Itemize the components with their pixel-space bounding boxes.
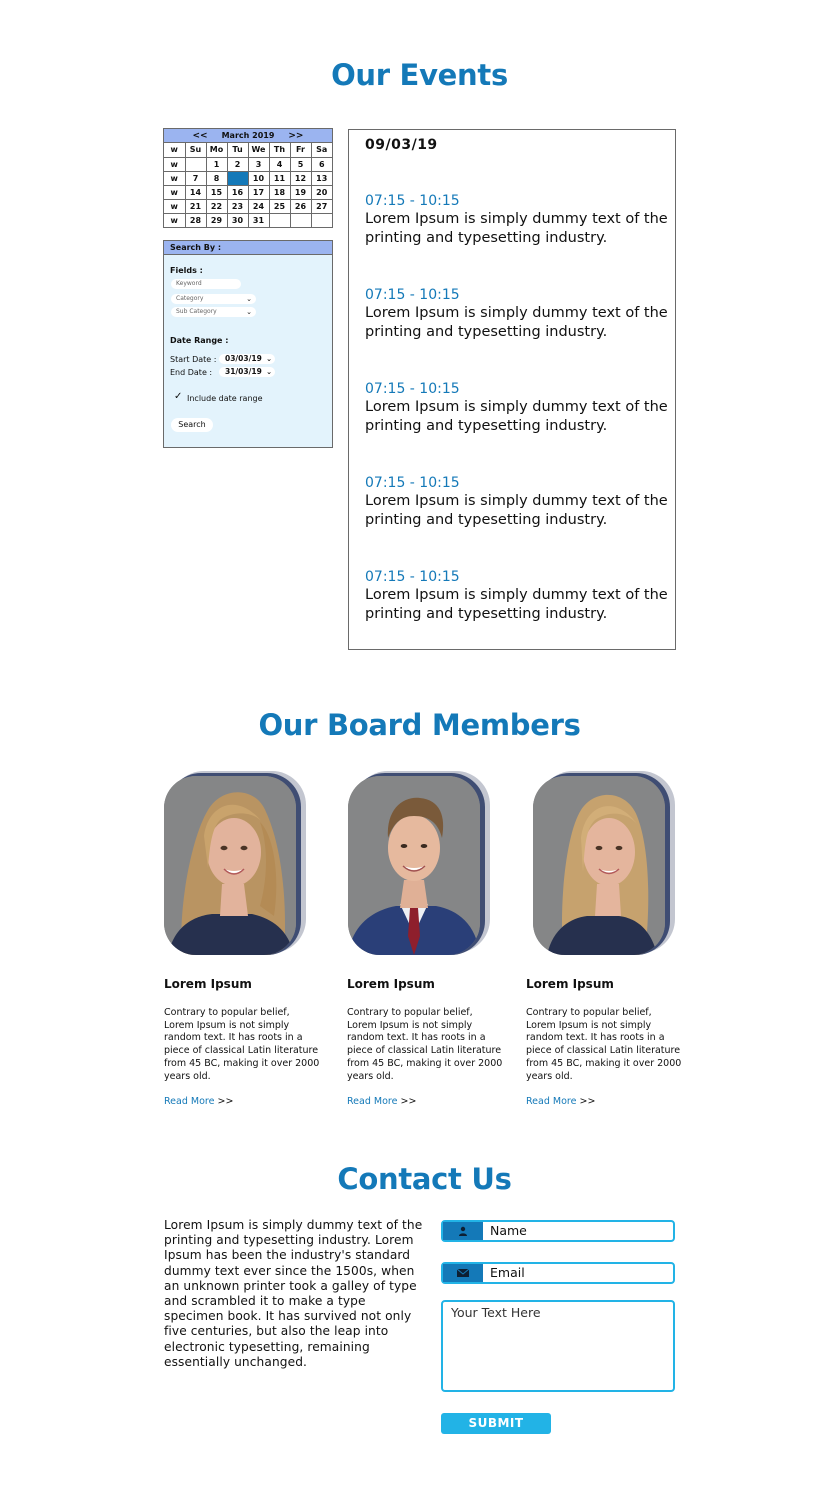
event-time: 07:15 - 10:15 <box>365 569 460 585</box>
event-time: 07:15 - 10:15 <box>365 193 460 209</box>
calendar-day <box>311 213 332 227</box>
start-date-label: Start Date : <box>170 355 217 364</box>
member-bio: Contrary to popular belief, Lorem Ipsum is not simply random text. It has roots in a piece of classical Latin literature from 45 BC, making it over 2000 years old. <box>526 1007 682 1082</box>
calendar-day[interactable]: 4 <box>269 157 290 171</box>
calendar-day[interactable]: 19 <box>290 185 311 199</box>
search-panel-header: Search By : <box>164 241 332 255</box>
calendar-day[interactable]: 30 <box>227 213 248 227</box>
calendar-month-label: March 2019 <box>221 131 275 140</box>
calendar-day[interactable]: 26 <box>290 199 311 213</box>
calendar-day[interactable]: 2 <box>227 157 248 171</box>
events-list <box>348 129 676 650</box>
end-date-select[interactable] <box>219 367 275 377</box>
member-photo <box>164 771 306 957</box>
calendar-day[interactable]: 17 <box>248 185 269 199</box>
envelope-icon <box>443 1264 483 1282</box>
read-more-label[interactable]: Read More <box>347 1096 398 1107</box>
calendar-week-row <box>164 213 332 227</box>
chevron-down-icon: ⌄ <box>266 368 272 376</box>
member-name: Lorem Ipsum <box>347 977 435 991</box>
calendar-day[interactable]: 11 <box>269 171 290 185</box>
board-title: Our Board Members <box>258 708 581 742</box>
event-time: 07:15 - 10:15 <box>365 287 460 303</box>
calendar-day[interactable]: 16 <box>227 185 248 199</box>
read-more-label[interactable]: Read More <box>526 1096 577 1107</box>
end-date-value: 31/03/19 <box>225 367 262 376</box>
category-select[interactable] <box>171 294 256 304</box>
calendar-week-row <box>164 171 332 185</box>
event-description: Lorem Ipsum is simply dummy text of the printing and typesetting industry. <box>365 493 668 528</box>
email-field[interactable] <box>441 1262 675 1284</box>
event-description: Lorem Ipsum is simply dummy text of the printing and typesetting industry. <box>365 399 668 434</box>
calendar-day[interactable]: 7 <box>185 171 206 185</box>
calendar-week-label: w <box>164 185 185 199</box>
calendar-day[interactable]: 24 <box>248 199 269 213</box>
calendar-weekday: Sa <box>311 143 332 157</box>
calendar-day[interactable]: 5 <box>290 157 311 171</box>
event-description: Lorem Ipsum is simply dummy text of the printing and typesetting industry. <box>365 587 668 622</box>
calendar-header <box>164 129 332 143</box>
calendar-week-row <box>164 157 332 171</box>
calendar-day[interactable]: 25 <box>269 199 290 213</box>
read-more-label[interactable]: Read More <box>164 1096 215 1107</box>
event-description: Lorem Ipsum is simply dummy text of the printing and typesetting industry. <box>365 305 668 340</box>
calendar-weekday: Tu <box>227 143 248 157</box>
calendar-grid <box>164 143 332 227</box>
calendar-weekday: Su <box>185 143 206 157</box>
calendar-weekday: Th <box>269 143 290 157</box>
calendar-day[interactable]: 10 <box>248 171 269 185</box>
event-date: 09/03/19 <box>365 137 438 153</box>
double-arrow-icon: >> <box>579 1096 596 1107</box>
calendar-day[interactable]: 12 <box>290 171 311 185</box>
name-field[interactable] <box>441 1220 675 1242</box>
read-more-link[interactable] <box>347 1096 416 1107</box>
calendar-weekday: w <box>164 143 185 157</box>
calendar-day[interactable]: 1 <box>206 157 227 171</box>
calendar-weekday: We <box>248 143 269 157</box>
calendar-day[interactable]: 28 <box>185 213 206 227</box>
calendar-day <box>269 213 290 227</box>
date-range-label: Date Range : <box>170 336 229 345</box>
member-bio: Contrary to popular belief, Lorem Ipsum is not simply random text. It has roots in a piece of classical Latin literature from 45 BC, making it over 2000 years old. <box>164 1007 320 1082</box>
woman-portrait-image <box>164 776 296 955</box>
calendar-day[interactable]: 22 <box>206 199 227 213</box>
calendar-weekday-row <box>164 143 332 157</box>
double-arrow-icon: >> <box>400 1096 417 1107</box>
search-button[interactable]: Search <box>171 418 213 432</box>
calendar-day[interactable]: 23 <box>227 199 248 213</box>
calendar-day[interactable]: 6 <box>311 157 332 171</box>
chevron-down-icon: ⌄ <box>246 308 252 316</box>
calendar-day <box>185 157 206 171</box>
calendar-day[interactable]: 13 <box>311 171 332 185</box>
chevron-down-icon: ⌄ <box>246 295 252 303</box>
category-select-label: Category <box>176 295 204 302</box>
member-name: Lorem Ipsum <box>526 977 614 991</box>
start-date-select[interactable] <box>219 354 275 364</box>
calendar-week-label: w <box>164 199 185 213</box>
calendar-day[interactable]: 21 <box>185 199 206 213</box>
calendar <box>163 128 333 228</box>
calendar-prev-button[interactable]: << <box>192 130 208 141</box>
fields-label: Fields : <box>170 266 203 275</box>
calendar-day[interactable]: 20 <box>311 185 332 199</box>
calendar-day[interactable]: 14 <box>185 185 206 199</box>
member-name: Lorem Ipsum <box>164 977 252 991</box>
keyword-input[interactable]: Keyword <box>171 279 241 289</box>
event-time: 07:15 - 10:15 <box>365 475 460 491</box>
read-more-link[interactable] <box>164 1096 233 1107</box>
read-more-link[interactable] <box>526 1096 595 1107</box>
calendar-week-row <box>164 199 332 213</box>
calendar-weekday: Mo <box>206 143 227 157</box>
include-date-checkbox[interactable]: ✓ <box>174 391 183 402</box>
calendar-day-selected[interactable]: 9 <box>227 171 248 185</box>
calendar-week-row <box>164 185 332 199</box>
calendar-week-label: w <box>164 157 185 171</box>
start-date-value: 03/03/19 <box>225 354 262 363</box>
calendar-day[interactable]: 15 <box>206 185 227 199</box>
woman-portrait-image <box>533 776 665 955</box>
calendar-day[interactable]: 29 <box>206 213 227 227</box>
member-photo <box>533 771 675 957</box>
subcategory-select-label: Sub Category <box>176 308 217 315</box>
calendar-day[interactable]: 3 <box>248 157 269 171</box>
calendar-day <box>290 213 311 227</box>
search-panel <box>163 240 333 448</box>
calendar-weekday: Fr <box>290 143 311 157</box>
calendar-next-button[interactable]: >> <box>288 130 304 141</box>
event-description: Lorem Ipsum is simply dummy text of the printing and typesetting industry. <box>365 211 668 246</box>
email-placeholder: Email <box>490 1265 525 1280</box>
calendar-day[interactable]: 18 <box>269 185 290 199</box>
man-portrait-image <box>348 776 480 955</box>
chevron-down-icon: ⌄ <box>266 355 272 363</box>
end-date-label: End Date : <box>170 368 213 377</box>
calendar-day[interactable]: 27 <box>311 199 332 213</box>
contact-description: Lorem Ipsum is simply dummy text of the printing and typesetting industry. Lorem Ipsum has been the industry's standard dummy text ever since the 1500s, when an unknown printer took a galley of type and scrambled it to make a type specimen book. It has survived not only five centuries, but also the leap into electronic typesetting, remaining essentially unchanged. <box>164 1218 423 1369</box>
subcategory-select[interactable] <box>171 307 256 317</box>
contact-title: Contact Us <box>337 1162 512 1196</box>
user-icon <box>443 1222 483 1240</box>
calendar-week-label: w <box>164 171 185 185</box>
double-arrow-icon: >> <box>217 1096 234 1107</box>
calendar-day[interactable]: 8 <box>206 171 227 185</box>
calendar-week-label: w <box>164 213 185 227</box>
name-placeholder: Name <box>490 1223 527 1238</box>
calendar-day[interactable]: 31 <box>248 213 269 227</box>
events-title: Our Events <box>331 58 508 92</box>
member-bio: Contrary to popular belief, Lorem Ipsum is not simply random text. It has roots in a piece of classical Latin literature from 45 BC, making it over 2000 years old. <box>347 1007 503 1082</box>
member-photo <box>348 771 490 957</box>
event-time: 07:15 - 10:15 <box>365 381 460 397</box>
message-textarea[interactable]: Your Text Here <box>441 1300 675 1392</box>
submit-button[interactable]: SUBMIT <box>441 1413 551 1434</box>
include-date-label: Include date range <box>187 394 263 403</box>
